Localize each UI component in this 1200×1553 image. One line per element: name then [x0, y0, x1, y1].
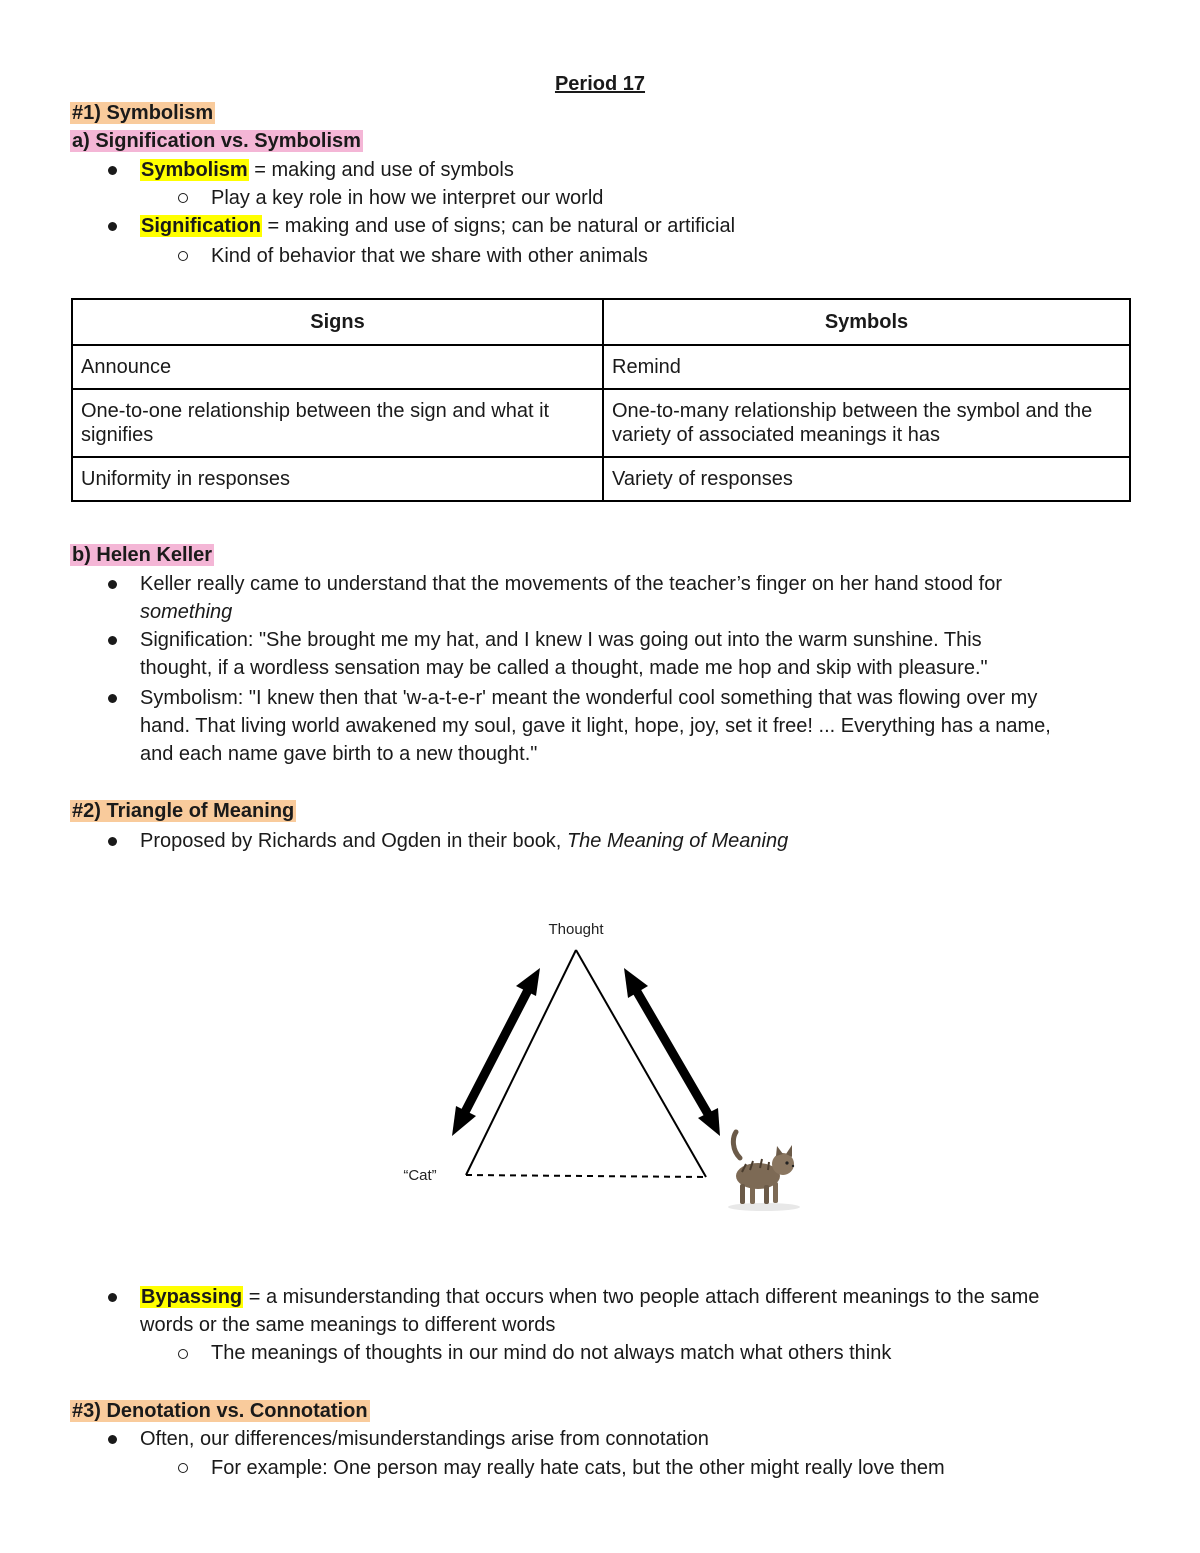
sub-bullet-icon — [178, 1349, 188, 1359]
table-cell: Variety of responses — [603, 457, 1130, 501]
list-subitem: The meanings of thoughts in our mind do not always match what others think — [211, 1342, 892, 1364]
table-cell: One-to-one relationship between the sign and what it signifies — [72, 389, 603, 457]
bullet-icon — [108, 1435, 117, 1444]
table-cell: Remind — [603, 345, 1130, 389]
list-item-continuation: something — [140, 601, 233, 623]
list-subitem: Play a key role in how we interpret our world — [211, 187, 604, 209]
kitten-icon — [728, 1132, 800, 1211]
triangle-dashed-base — [466, 1175, 706, 1177]
subsection-b-heading: b) Helen Keller — [72, 544, 213, 566]
triangle-svg — [380, 910, 820, 1220]
signs-vs-symbols-table — [71, 298, 1131, 502]
table-header: Symbols — [603, 299, 1130, 345]
list-item-continuation: thought, if a wordless sensation may be called a thought, made me hop and skip with pleasure." — [140, 657, 988, 679]
triangle-of-meaning-diagram — [380, 910, 820, 1220]
bullet-icon — [108, 1293, 117, 1302]
list-item: Bypassing = a misunderstanding that occurs when two people attach different meanings to the same — [141, 1286, 1040, 1308]
section-1-heading: #1) Symbolism — [72, 102, 214, 124]
table-header: Signs — [72, 299, 603, 345]
list-item: Symbolism = making and use of symbols — [141, 159, 514, 181]
sub-bullet-icon — [178, 251, 188, 261]
table-cell: One-to-many relationship between the symbol and the variety of associated meanings it has — [603, 389, 1130, 457]
list-item-continuation: and each name gave birth to a new thought." — [140, 743, 538, 765]
cat-word-label: “Cat” — [403, 1167, 437, 1184]
right-double-arrow-icon — [624, 968, 720, 1136]
list-item-continuation: hand. That living world awakened my soul, gave it light, hope, joy, set it free! ... Everything has a name, — [140, 715, 1051, 737]
list-item-continuation: words or the same meanings to different words — [140, 1314, 556, 1336]
table-cell: Uniformity in responses — [72, 457, 603, 501]
bullet-icon — [108, 580, 117, 589]
sub-bullet-icon — [178, 193, 188, 203]
subsection-a-heading: a) Signification vs. Symbolism — [72, 130, 361, 152]
list-item: Keller really came to understand that the movements of the teacher’s finger on her hand stood for — [140, 573, 1002, 595]
page-title: Period 17 — [554, 73, 646, 95]
list-item: Often, our differences/misunderstandings arise from connotation — [140, 1428, 709, 1450]
list-item: Symbolism: "I knew then that 'w-a-t-e-r' meant the wonderful cool something that was flowing over my — [140, 687, 1038, 709]
bullet-icon — [108, 694, 117, 703]
list-subitem: For example: One person may really hate cats, but the other might really love them — [211, 1457, 945, 1479]
sub-bullet-icon — [178, 1463, 188, 1473]
list-subitem: Kind of behavior that we share with other animals — [211, 245, 648, 267]
bullet-icon — [108, 636, 117, 645]
table-cell: Announce — [72, 345, 603, 389]
list-item: Signification: "She brought me my hat, and I knew I was going out into the warm sunshine. This — [140, 629, 982, 651]
bullet-icon — [108, 166, 117, 175]
thought-label: Thought — [548, 921, 604, 938]
section-3-heading: #3) Denotation vs. Connotation — [72, 1400, 368, 1422]
table-row — [72, 389, 1130, 457]
bullet-icon — [108, 837, 117, 846]
list-item: Proposed by Richards and Ogden in their book, The Meaning of Meaning — [140, 830, 789, 852]
list-item: Signification = making and use of signs; can be natural or artificial — [141, 215, 736, 237]
table-row — [72, 457, 1130, 501]
bullet-icon — [108, 222, 117, 231]
table-row — [72, 345, 1130, 389]
section-2-heading: #2) Triangle of Meaning — [72, 800, 295, 822]
table-header-row — [72, 299, 1130, 345]
